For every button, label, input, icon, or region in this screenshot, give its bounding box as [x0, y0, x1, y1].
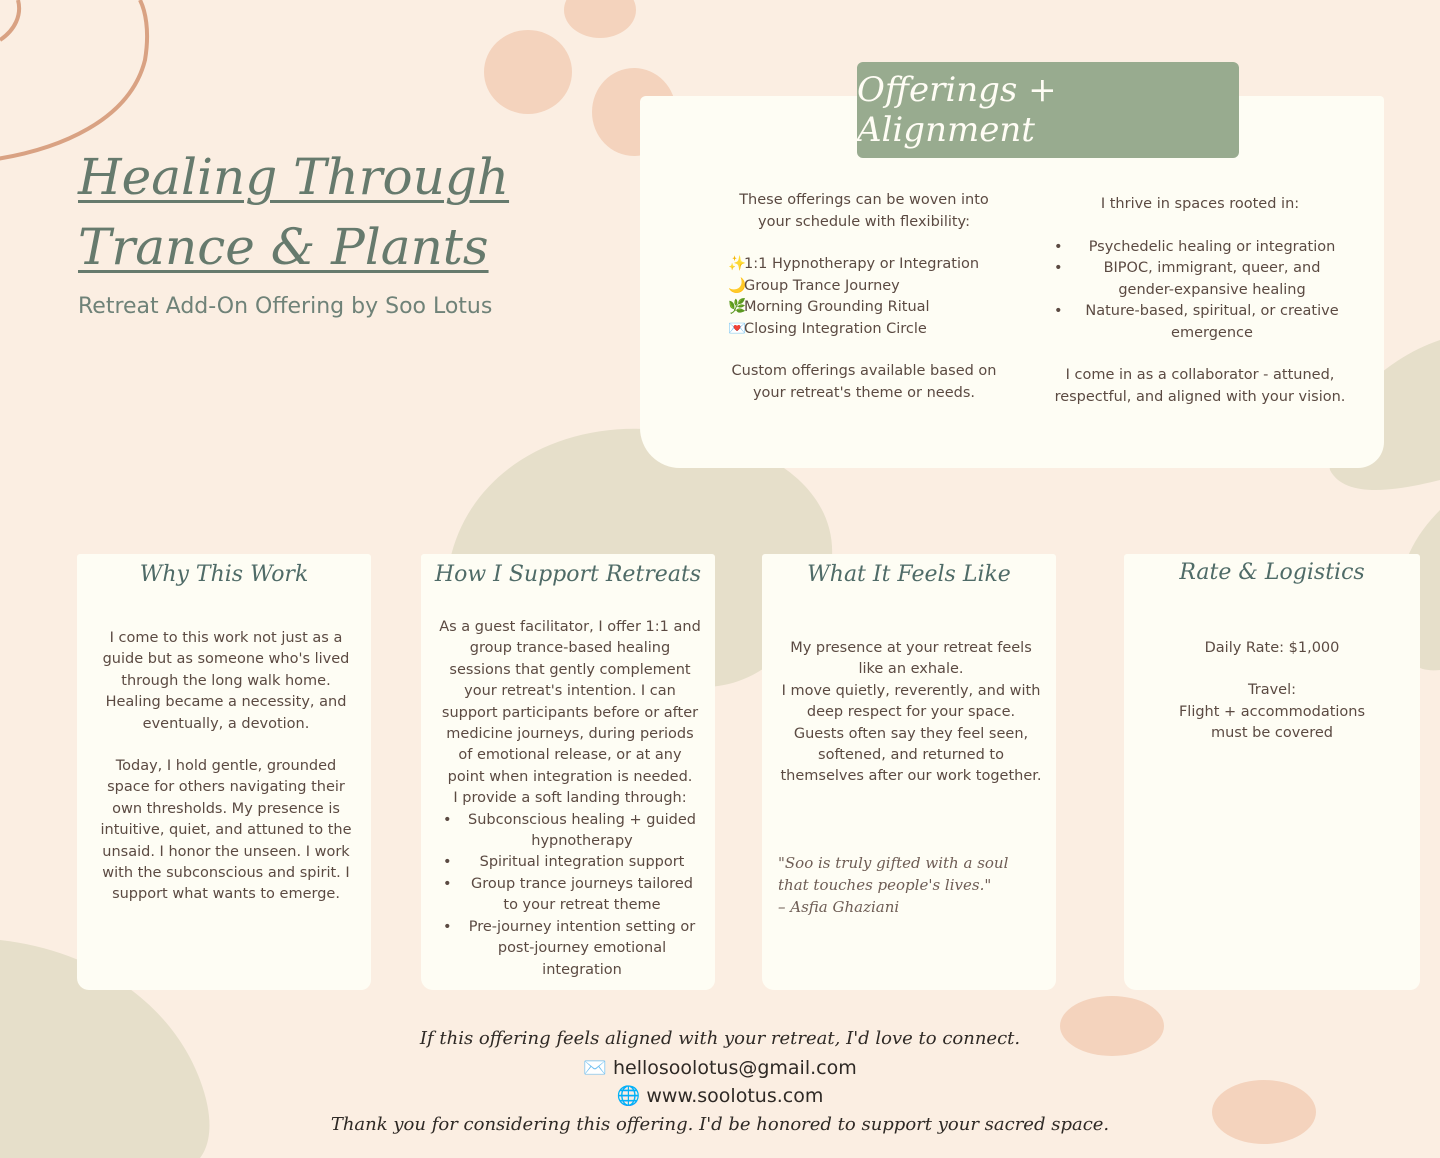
- card-what-it-feels-like: [762, 554, 1056, 990]
- list-item: • Group trance journeys tailored to your retreat theme: [439, 874, 701, 917]
- title-line-1: Healing Through: [78, 148, 510, 206]
- travel-label: Travel:: [1248, 682, 1296, 699]
- card-heading: Why This Work: [139, 562, 309, 587]
- daily-rate: Daily Rate: $1,000: [1204, 640, 1340, 656]
- card-heading: How I Support Retreats: [434, 562, 702, 587]
- card-paragraph: I provide a soft landing through:: [453, 790, 687, 807]
- card-paragraph: Today, I hold gentle, grounded space for others navigating their own thresholds. My presence is intuitive, quiet, and attuned to the unsaid. I honor the unseen. I work with the subconscious and spirit. I support what wants to emerge.: [100, 758, 352, 903]
- card-paragraph: As a guest facilitator, I offer 1:1 and group trance-based healing sessions that gently complement your retreat's intention. I can support participants before or after medicine journeys, during periods of emotional release, or at any point when integration is needed.: [439, 619, 701, 785]
- card-body: [95, 628, 357, 906]
- list-item: • Spiritual integration support: [439, 852, 701, 873]
- card-how-i-support: [421, 554, 715, 990]
- card-heading: What It Feels Like: [807, 562, 1011, 587]
- support-list: [439, 810, 701, 981]
- list-item: • Nature-based, spiritual, or creative emergence: [1050, 301, 1350, 344]
- list-item: • BIPOC, immigrant, queer, and gender-expansive healing: [1050, 258, 1350, 301]
- quote-text: "Soo is truly gifted with a soul that touches people's lives.": [778, 854, 1009, 894]
- offerings-outro: Custom offerings available based on your retreat's theme or needs.: [731, 363, 997, 401]
- card-paragraph: I come to this work not just as a guide but as someone who's lived through the long walk home. Healing became a necessity, and eventually, a devotion.: [102, 630, 350, 732]
- email-link[interactable]: hellosoolotus@gmail.com: [612, 1057, 857, 1079]
- offerings-heading: Offerings + Alignment: [857, 62, 1239, 158]
- card-paragraph: Guests often say they feel seen, softened, and returned to themselves after our work together.: [780, 725, 1042, 785]
- card-body: [439, 617, 701, 981]
- list-item: • Pre-journey intention setting or post-journey emotional integration: [439, 917, 701, 981]
- card-heading: Rate & Logistics: [1179, 560, 1365, 585]
- list-item: 🌙Group Trance Journey: [728, 276, 1004, 298]
- sparkles-icon: ✨: [728, 256, 747, 272]
- globe-icon: 🌐: [616, 1085, 641, 1107]
- envelope-icon: ✉️: [583, 1057, 607, 1079]
- offerings-right-column: [1050, 194, 1350, 408]
- card-body: [780, 638, 1042, 788]
- love-letter-icon: 💌: [728, 320, 747, 337]
- offerings-left-column: [724, 190, 1004, 404]
- list-item: ✨1:1 Hypnotherapy or Integration: [728, 254, 1004, 276]
- card-rate-logistics: [1124, 554, 1420, 990]
- card-paragraph: My presence at your retreat feels like an exhale.: [790, 640, 1032, 678]
- herb-icon: 🌿: [728, 299, 747, 315]
- footer-thanks: Thank you for considering this offering. I'd be honored to support your sacred space.: [330, 1114, 1110, 1135]
- travel-text: Flight + accommodations must be covered: [1178, 703, 1366, 742]
- website-link[interactable]: www.soolotus.com: [646, 1085, 824, 1107]
- spaces-list: [1050, 237, 1350, 345]
- list-item: 🌿Morning Grounding Ritual: [728, 297, 1004, 319]
- email-row[interactable]: [0, 1054, 1440, 1082]
- page-subtitle: Retreat Add-On Offering by Soo Lotus: [78, 294, 493, 319]
- title-line-2: Trance & Plants: [78, 218, 489, 276]
- list-item: • Subconscious healing + guided hypnotherapy: [439, 810, 701, 853]
- offerings-intro: These offerings can be woven into your schedule with flexibility:: [739, 192, 989, 230]
- list-item: • Psychedelic healing or integration: [1050, 237, 1350, 259]
- spaces-intro: I thrive in spaces rooted in:: [1100, 196, 1300, 212]
- website-row[interactable]: [0, 1082, 1440, 1110]
- footer: [0, 1024, 1440, 1140]
- moon-icon: 🌙: [728, 277, 747, 294]
- offerings-list: [724, 254, 1004, 340]
- testimonial-quote: [778, 852, 1016, 918]
- card-paragraph: I move quietly, reverently, and with deep respect for your space.: [781, 682, 1041, 721]
- list-item: 💌Closing Integration Circle: [728, 319, 1004, 341]
- page-title: [78, 142, 638, 282]
- card-body: [1164, 638, 1380, 745]
- card-why-this-work: [77, 554, 371, 990]
- footer-invite: If this offering feels aligned with your retreat, I'd love to connect.: [419, 1028, 1021, 1049]
- quote-author: – Asfia Ghaziani: [778, 898, 900, 916]
- collaborator-note: I come in as a collaborator - attuned, respectful, and aligned with your vision.: [1054, 367, 1346, 405]
